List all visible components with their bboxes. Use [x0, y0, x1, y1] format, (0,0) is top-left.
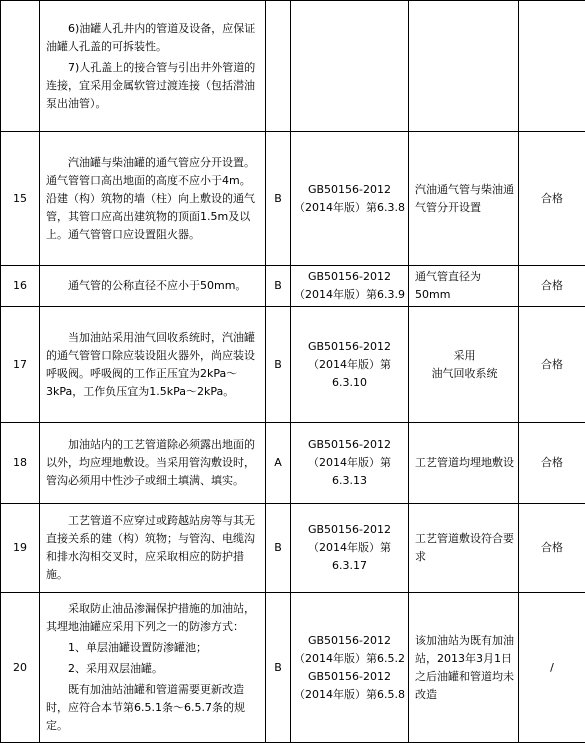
table-row	[1, 423, 585, 504]
row-number	[1, 1, 40, 132]
requirement-text: 7)人孔盖上的接合管与引出井外管道的连接，宜采用金属软管过渡连接（包括潜油泵出油管）。	[46, 59, 259, 113]
level-cell	[266, 1, 291, 132]
level-cell: B	[266, 504, 291, 593]
table-row	[1, 504, 585, 593]
result-cell: /	[519, 593, 585, 743]
standard-cell	[291, 423, 409, 504]
result-cell	[519, 1, 585, 132]
requirement-cell	[40, 307, 266, 423]
fact-cell	[409, 1, 519, 132]
requirement-text: 6)油罐人孔井内的管道及设备，应保证油罐人孔盖的可拆装性。	[46, 20, 259, 56]
fact-line: 油气回收系统	[415, 365, 514, 383]
standard-clause: （2014年版）第6.5.8	[291, 686, 408, 704]
level-cell: B	[266, 132, 291, 266]
standard-code: GB50156-2012	[291, 181, 408, 199]
requirement-text: 汽油罐与柴油罐的通气管应分开设置。通气管管口高出地面的高度不应小于4m。沿建（构）筑物的墙（柱）向上敷设的通气管，其管口应高出建筑物的顶面1.5m及以上。通气管管口应设置阻火器。	[46, 154, 259, 244]
requirement-text: 通气管的公称直径不应小于50mm。	[46, 277, 259, 295]
standard-cell	[291, 1, 409, 132]
row-number: 15	[1, 132, 40, 266]
standard-code: GB50156-2012	[291, 436, 408, 454]
level-cell: B	[266, 307, 291, 423]
standard-code: GB50156-2012	[291, 668, 408, 686]
fact-line: 采用	[415, 347, 514, 365]
requirement-cell	[40, 504, 266, 593]
standard-clause: （2014年版）第6.3.17	[291, 539, 408, 575]
row-number: 16	[1, 266, 40, 307]
level-cell: B	[266, 593, 291, 743]
requirement-text: 当加油站采用油气回收系统时，汽油罐的通气管管口除应装设阻火器外，尚应装设呼吸阀。呼吸阀的工作正压宜为2kPa～3kPa，工作负压宜为1.5kPa～2kPa。	[46, 329, 259, 401]
row-number: 17	[1, 307, 40, 423]
requirement-text: 既有加油站油罐和管道需要更新改造时，应符合本节第6.5.1条～6.5.7条的规定。	[46, 681, 259, 735]
standard-code: GB50156-2012	[291, 268, 408, 286]
table-row	[1, 593, 585, 743]
result-cell: 合格	[519, 504, 585, 593]
standard-code: GB50156-2012	[291, 632, 408, 650]
fact-cell: 通气管直径为50mm	[409, 266, 519, 307]
row-number: 18	[1, 423, 40, 504]
fact-cell: 汽油通气管与柴油通气管分开设置	[409, 132, 519, 266]
result-cell: 合格	[519, 423, 585, 504]
fact-cell: 该加油站为既有加油站，2013年3月1日之后油罐和管道均未改造	[409, 593, 519, 743]
standard-clause: （2014年版）第6.3.8	[291, 199, 408, 217]
standard-clause: （2014年版）第6.5.2	[291, 650, 408, 668]
result-cell: 合格	[519, 266, 585, 307]
standard-cell	[291, 307, 409, 423]
standard-code: GB50156-2012	[291, 338, 408, 356]
requirement-cell	[40, 423, 266, 504]
standard-clause: （2014年版）第6.3.13	[291, 454, 408, 490]
requirement-text: 工艺管道不应穿过或跨越站房等与其无直接关系的建（构）筑物；与管沟、电缆沟和排水沟相交叉时，应采取相应的防护措施。	[46, 512, 259, 584]
row-number: 19	[1, 504, 40, 593]
fact-cell	[409, 307, 519, 423]
level-cell: B	[266, 266, 291, 307]
result-cell: 合格	[519, 132, 585, 266]
fact-cell: 工艺管道敷设符合要求	[409, 504, 519, 593]
requirement-text: 加油站内的工艺管道除必须露出地面的以外，均应埋地敷设。当采用管沟敷设时，管沟必须用中性沙子或细土填满、填实。	[46, 436, 259, 490]
requirement-cell	[40, 266, 266, 307]
table-row	[1, 266, 585, 307]
table-row	[1, 307, 585, 423]
result-cell: 合格	[519, 307, 585, 423]
requirement-cell	[40, 593, 266, 743]
requirement-cell	[40, 132, 266, 266]
row-number: 20	[1, 593, 40, 743]
standard-cell	[291, 132, 409, 266]
requirement-text: 2、采用双层油罐。	[46, 660, 259, 678]
level-cell: A	[266, 423, 291, 504]
requirement-text: 采取防止油品渗漏保护措施的加油站，其埋地油罐应采用下列之一的防渗方式：	[46, 600, 259, 636]
standard-clause: （2014年版）第6.3.9	[291, 286, 408, 304]
standard-code: GB50156-2012	[291, 521, 408, 539]
table-row	[1, 1, 585, 132]
standard-cell	[291, 504, 409, 593]
standard-clause: （2014年版）第6.3.10	[291, 356, 408, 392]
fact-cell: 工艺管道均埋地敷设	[409, 423, 519, 504]
requirement-cell	[40, 1, 266, 132]
standard-cell	[291, 266, 409, 307]
table-row	[1, 132, 585, 266]
standard-cell	[291, 593, 409, 743]
requirement-text: 1、单层油罐设置防渗罐池；	[46, 639, 259, 657]
